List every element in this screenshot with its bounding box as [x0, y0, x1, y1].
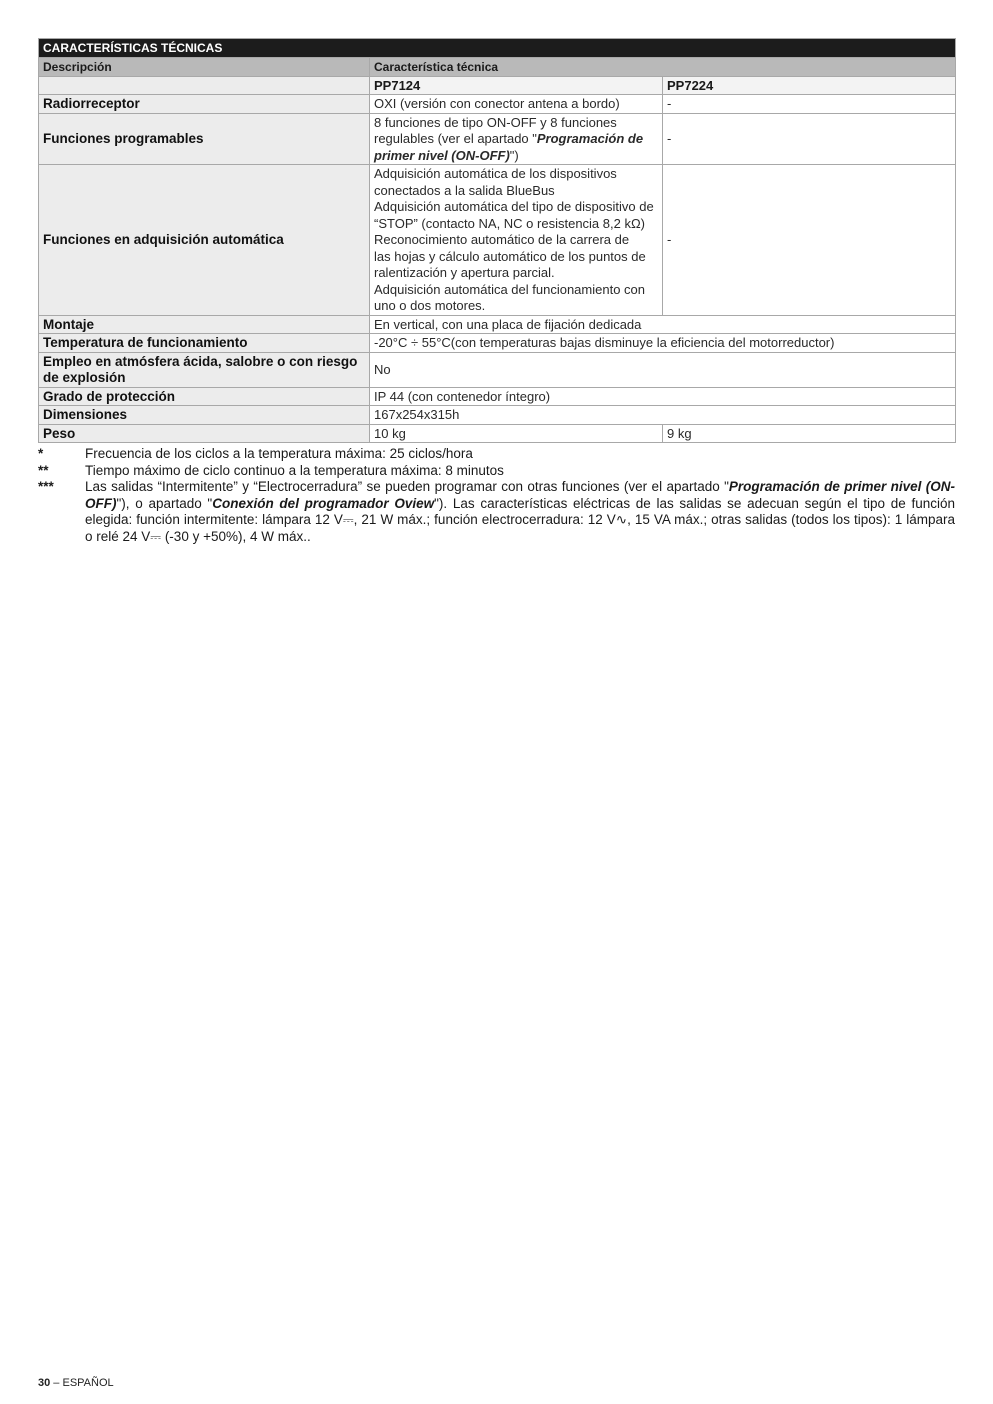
footnote-mark: ** [38, 462, 49, 478]
weight-value-pp7224: 9 kg [663, 424, 956, 443]
footnote-text: Frecuencia de los ciclos a la temperatura máxima: 25 ciclos/hora [85, 446, 473, 461]
auto-line: Adquisición automática de los dispositivos [374, 166, 617, 181]
mount-value: En vertical, con una placa de fijación dedicada [370, 315, 956, 334]
auto-line: uno o dos motores. [374, 298, 486, 313]
footnote [38, 463, 955, 480]
row-label-auto: Funciones en adquisición automática [39, 165, 370, 316]
model-row-blank [39, 76, 370, 95]
table-row [39, 334, 956, 353]
footnotes [38, 446, 955, 545]
footnote-text-part: "), o apartado " [116, 495, 213, 511]
row-label-radio: Radiorreceptor [39, 95, 370, 114]
protection-value: IP 44 (con contenedor íntegro) [370, 387, 956, 406]
table-row [39, 95, 956, 114]
model-pp7224: PP7224 [663, 76, 956, 95]
auto-value-pp7224: - [663, 165, 956, 316]
table-row [39, 387, 956, 406]
row-label-temperature: Temperatura de funcionamiento [39, 334, 370, 353]
table-title: CARACTERÍSTICAS TÉCNICAS [39, 39, 956, 58]
auto-line: Adquisición automática del tipo de dispositivo de [374, 199, 654, 214]
table-row [39, 113, 956, 165]
table-row [39, 424, 956, 443]
table-row [39, 315, 956, 334]
programmable-value-pp7124 [370, 113, 663, 165]
auto-line: conectados a la salida BlueBus [374, 182, 555, 198]
technical-specs-table [38, 38, 956, 443]
header-characteristic: Característica técnica [370, 57, 956, 76]
radio-value-pp7224: - [663, 95, 956, 114]
row-label-programmable: Funciones programables [39, 113, 370, 165]
auto-line: Reconocimiento automático de la carrera de [374, 232, 630, 247]
model-pp7124: PP7124 [370, 76, 663, 95]
auto-value-pp7124 [370, 165, 663, 316]
row-label-dimensions: Dimensiones [39, 406, 370, 425]
table-row [39, 406, 956, 425]
dimensions-value: 167x254x315h [370, 406, 956, 425]
footer-language: ESPAÑOL [62, 1377, 114, 1389]
auto-line: las hojas y cálculo automático de los puntos de [374, 248, 646, 264]
temperature-value: -20°C ÷ 55°C(con temperaturas bajas disminuye la eficiencia del motorreductor) [370, 334, 956, 353]
row-label-protection: Grado de protección [39, 387, 370, 406]
table-row [39, 165, 956, 316]
footer-separator: – [50, 1377, 63, 1389]
footnote-text [85, 479, 955, 545]
row-label-weight: Peso [39, 424, 370, 443]
footnote-section-ref: Programación de primer nivel (ON-OFF) [85, 479, 955, 511]
programmable-text-c: ") [509, 147, 519, 163]
footnote [38, 446, 955, 463]
footnote-section-ref: Conexión del programador Oview [212, 495, 435, 511]
footnote-text: Tiempo máximo de ciclo continuo a la temperatura máxima: 8 minutos [85, 462, 504, 478]
row-label-mount: Montaje [39, 315, 370, 334]
footnote-text-part: Las salidas “Intermitente” y “Electrocerradura” se pueden programar con otras funciones (ver el apartado " [85, 479, 729, 494]
row-label-atmosphere: Empleo en atmósfera ácida, salobre o con riesgo de explosión [39, 352, 370, 387]
auto-line: “STOP” (contacto NA, NC o resistencia 8,2 kΩ) [374, 215, 646, 231]
auto-line: Adquisición automática del funcionamiento con [374, 281, 646, 297]
table-row [39, 352, 956, 387]
footnote-text-part: "). Las características eléctricas de las salidas se adecuan según el tipo de función elegida: función intermitente: lámpara 12 V⎓, 21 W máx.; función electrocerradura: 12 V∿, 15 VA máx.; otras salidas (todos los tipos): 1 lámpara o relé 24 V⎓ (-30 y +50%), 4 W máx.. [85, 495, 955, 544]
footnote [38, 479, 955, 545]
auto-line: ralentización y apertura parcial. [374, 265, 555, 280]
weight-value-pp7124: 10 kg [370, 424, 663, 443]
page-footer [38, 1377, 114, 1389]
page-number: 30 [38, 1377, 51, 1389]
programmable-section-ref: Programación de primer nivel (ON-OFF) [374, 131, 644, 163]
footnote-mark: * [38, 446, 44, 461]
footnote-mark: *** [38, 479, 54, 494]
radio-value-pp7124: OXI (versión con conector antena a bordo) [370, 95, 663, 114]
programmable-text-a: 8 funciones de tipo ON-OFF y 8 funciones regulables (ver el apartado " [374, 114, 617, 146]
header-description: Descripción [39, 57, 370, 76]
atmosphere-value: No [370, 352, 956, 387]
spec-section [38, 38, 955, 545]
programmable-value-pp7224: - [663, 113, 956, 165]
